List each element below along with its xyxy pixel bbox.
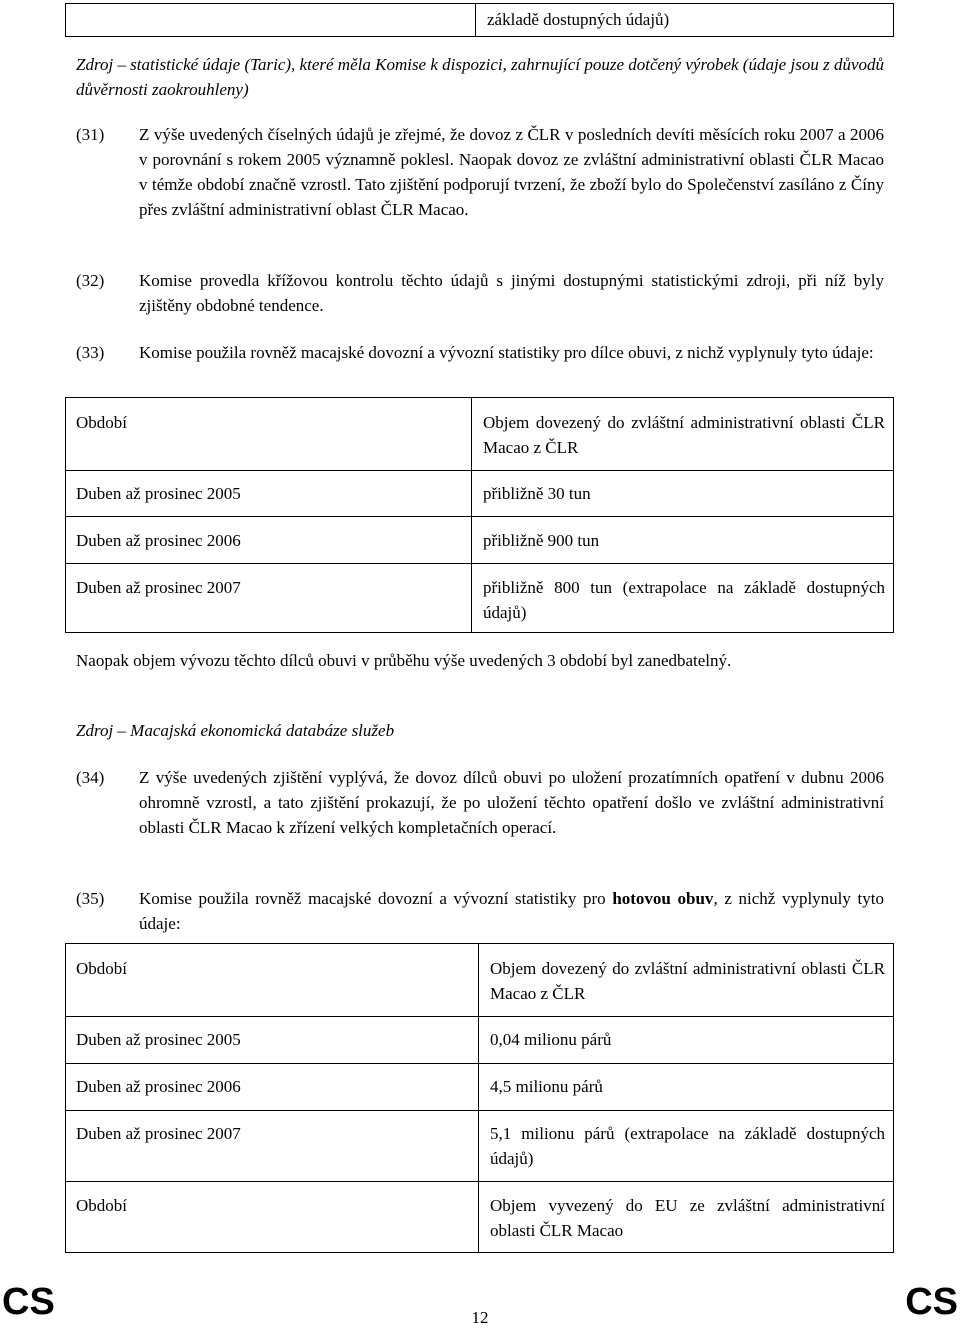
table-column-divider xyxy=(471,398,472,632)
top-table-fragment xyxy=(65,3,894,37)
table-cell: Duben až prosinec 2006 xyxy=(76,1077,241,1096)
table-cell: Duben až prosinec 2006 xyxy=(76,531,241,550)
table-header-cell: Období xyxy=(76,959,127,978)
table-row-divider xyxy=(66,1110,893,1111)
table-cell: 0,04 milionu párů xyxy=(490,1030,612,1049)
import-table-parts xyxy=(65,397,894,633)
language-code-left: CS xyxy=(2,1281,55,1323)
source-note: Zdroj – Macajská ekonomická databáze služeb xyxy=(76,721,395,740)
table-row-divider xyxy=(66,1063,893,1064)
table-header-cell: Období xyxy=(76,413,127,432)
language-code-right: CS xyxy=(905,1281,958,1323)
paragraph-number: (35) xyxy=(76,889,105,908)
table-cell: Duben až prosinec 2007 xyxy=(76,578,241,597)
paragraph-number: (34) xyxy=(76,768,105,787)
table-header-cell: Období xyxy=(76,1196,127,1215)
source-note: Zdroj – statistické údaje (Taric), které měla Komise k dispozici, zahrnující pouze dotčený výrobek (údaje jsou z důvodů důvěrnosti zaokrouhleny) xyxy=(76,55,884,99)
table-cell: přibližně 30 tun xyxy=(483,484,591,503)
table-row-divider xyxy=(66,516,893,517)
table-row-divider xyxy=(66,470,893,471)
table-column-divider xyxy=(478,944,479,1252)
page-number: 12 xyxy=(471,1308,489,1327)
table-cell: přibližně 900 tun xyxy=(483,531,600,550)
table-cell: Duben až prosinec 2007 xyxy=(76,1124,241,1143)
paragraph-text: Komise provedla křížovou kontrolu těchto údajů s jinými dostupnými statistickými zdroji, při níž byly zjištěny obdobné tendence. xyxy=(139,271,884,315)
table-row-divider xyxy=(66,563,893,564)
table-row-divider xyxy=(66,1016,893,1017)
paragraph-text: Z výše uvedených číselných údajů je zřejmé, že dovoz z ČLR v posledních devíti měsících roku 2007 a 2006 v porovnání s rokem 2005 významně poklesl. Naopak dovoz ze zvláštní administrativní oblasti ČLR Macao v témže období značně vzrostl. Tato zjištění podporují tvrzení, že zboží bylo do Společenství zasíláno z Číny přes zvláštní administrativní oblast ČLR Macao. xyxy=(139,125,884,219)
paragraph-text xyxy=(139,886,884,936)
table-cell: základě dostupných údajů) xyxy=(487,10,670,29)
paragraph-number: (31) xyxy=(76,125,105,144)
table-row-divider xyxy=(66,1181,893,1182)
table-cell: Duben až prosinec 2005 xyxy=(76,484,241,503)
import-table-footwear xyxy=(65,943,894,1253)
paragraph-text-part: , z nichž vyplynuly tyto údaje: xyxy=(139,889,884,933)
table-header-cell: Objem dovezený do zvláštní administrativní oblasti ČLR Macao z ČLR xyxy=(483,413,885,457)
table-cell: přibližně 800 tun (extrapolace na základě dostupných údajů) xyxy=(483,578,885,622)
paragraph-text: Komise použila rovněž macajské dovozní a vývozní statistiky pro dílce obuvi, z nichž vyplynuly tyto údaje: xyxy=(139,343,874,362)
paragraph-number: (33) xyxy=(76,343,105,362)
table-cell: 5,1 milionu párů (extrapolace na základě dostupných údajů) xyxy=(490,1124,885,1168)
table-column-divider xyxy=(475,4,476,36)
paragraph-text: Z výše uvedených zjištění vyplývá, že dovoz dílců obuvi po uložení prozatímních opatření v dubnu 2006 ohromně vzrostl, a tato zjištění prokazují, že po uložení těchto opatření došlo ve zvláštní administrativní oblasti ČLR Macao k zřízení velkých kompletačních operací. xyxy=(139,768,884,837)
paragraph-text: Naopak objem vývozu těchto dílců obuvi v průběhu výše uvedených 3 období byl zanedbatelný. xyxy=(76,651,732,670)
table-cell: 4,5 milionu párů xyxy=(490,1077,603,1096)
table-cell: Duben až prosinec 2005 xyxy=(76,1030,241,1049)
emphasis-text: hotovou obuv xyxy=(612,889,714,908)
table-header-cell: Objem vyvezený do EU ze zvláštní administrativní oblasti ČLR Macao xyxy=(490,1196,885,1240)
paragraph-text-part: Komise použila rovněž macajské dovozní a vývozní statistiky pro xyxy=(139,889,613,908)
paragraph-number: (32) xyxy=(76,271,105,290)
table-header-cell: Objem dovezený do zvláštní administrativní oblasti ČLR Macao z ČLR xyxy=(490,959,885,1003)
